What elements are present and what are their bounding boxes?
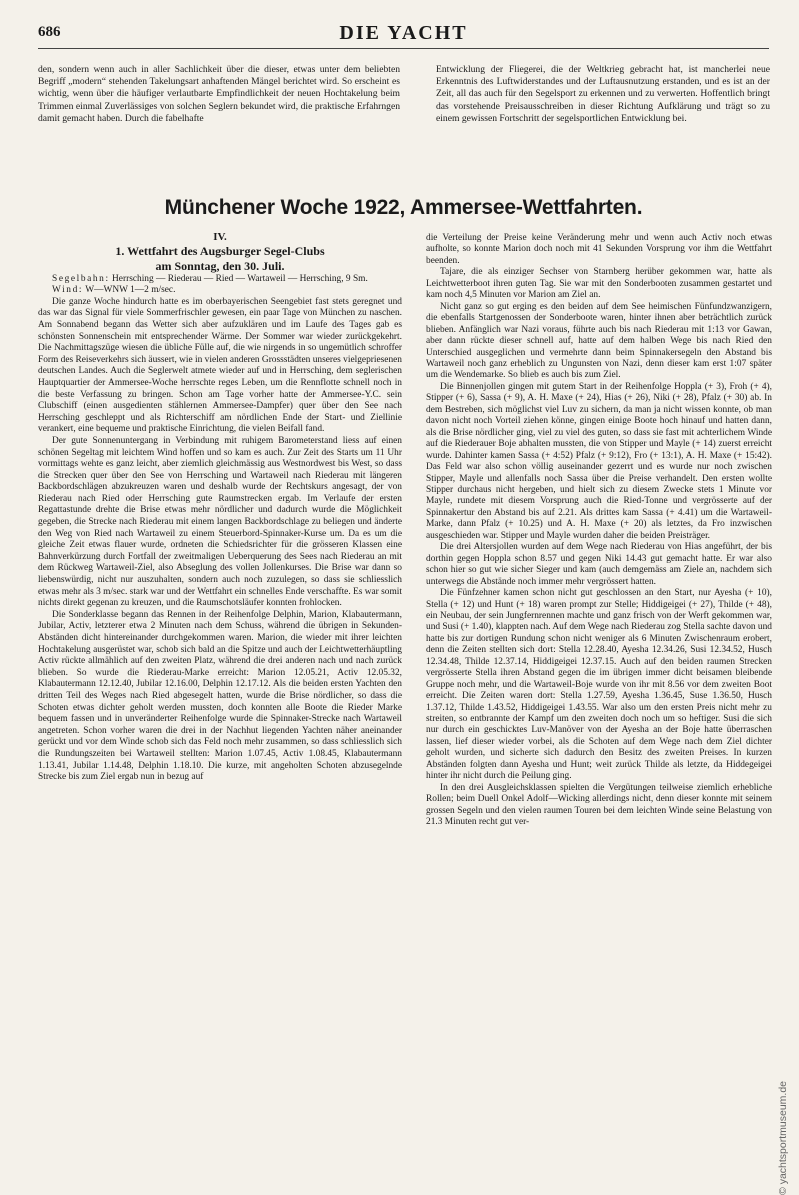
subtitle-line-1: 1. Wettfahrt des Augsburger Segel-Clubs	[115, 243, 325, 258]
article-headline: Münchener Woche 1922, Ammersee-Wettfahrten.	[164, 196, 643, 219]
page-header	[38, 22, 769, 49]
previous-article-right-column	[436, 64, 770, 125]
course-line	[52, 274, 402, 286]
wind-label: Wind:	[52, 285, 84, 296]
section-number: IV.	[213, 231, 227, 243]
subtitle-line-2: am Sonntag, den 30. Juli.	[155, 258, 285, 273]
wind-text: W—WNW 1—2 m/sec.	[85, 285, 176, 296]
article-paragraph: Die Sonderklasse begann das Rennen in der Reihenfolge Delphin, Marion, Klabautermann, Jubilar, Activ, letzterer etwa 2 Minuten nach dem Schuss, während die übrigen in Sekunden-Abständen dicht hintereinander durchgekommen waren. Marion, die wieder mit ihrer leichten Hochtakelung ausgerüstet war, schob sich bald an die Spitze und auch der Leichtwetterhäuptling Activ rückte allmählich auf den zweiten Platz, während die drei anderen nach und nach zurück blieben. So wurde die Riederau-Marke erreicht: Marion 12.05.21, Activ 12.05.32, Klabautermann 12.12.40, Jubilar 12.16.00, Delphin 12.17.12. Als die beiden ersten Yachten den dritten Teil des Weges nach Ried abgesegelt hatten, wurde die Brise nördlicher, so dass die Schoten etwas dichter geholt werden mussten, doch konnten alle Boote die Rieder Marke bequem fassen und in unveränderter Reihenfolge wurde die Spinnaker-Strecke nach Wartaweil angetreten. Schon vorher waren die drei in der Nachhut liegenden Yachten näher aneinander gerückt und vor dem Winde schob sich das Feld noch mehr zusammen, so dass schliesslich sich die Rundungszeiten bei Wartaweil stellten: Marion 1.07.45, Activ 1.08.45, Klabautermann 1.13.41, Jubilar 1.14.48, Delphin 1.18.10. Die kurze, mit angeholten Schoten abzusegelnde Strecke bis zum Ziel ergab nun in bezug auf	[38, 609, 402, 783]
page-number: 686	[38, 24, 61, 40]
article-paragraph: Die Binnenjollen gingen mit gutem Start in der Reihenfolge Hoppla (+ 3), Froh (+ 4), Stipper (+ 6), Sassa (+ 9), A. H. Maxe (+ 24), Hias (+ 26), Niki (+ 28), Pfalz (+ 30) ab. In dem Bestreben, sich möglichst viel Luv zu sichern, da man ja nicht wissen konnte, ob man davon nicht noch Vorteil ziehen könne, gingen einige Boote hoch hinauf und hatten dann, als die Brise nördlicher ging, viel zu viel des guten, so dass sie fast mit achterlichem Winde auf die Riederauer Boje abhalten mussten, die von Stipper und Mayle (+ 14) zuerst erreicht wurde. Dahinter kamen Sassa (+ 4:52) Pfalz (+ 9:12), Fro (+ 13:1), A. H. Maxe (+ 15:42). Das Feld war also schon völlig auseinander gezerrt und es wurde nur noch zwischen Stipper, Mayle und allenfalls noch Sassa über die Preise verhandelt. Den ersten wollte Stipper durchaus nicht hergeben, und hielt sich zu diesem Zwecke stets 1 Minute vor Mayle, rundete mit diesem Vorsprung auch die Ried-Tonne und vergrösserte auf der Spinnakertur den Abstand bis auf 2.21. Als drittes kam Sassa (+ 4.41) um die Wartaweil-Marke, dann Pfalz (+ 10.25) und A. H. Maxe (+ 20) als letztes, da Fro inzwischen ausgeschieden war. Stipper und Mayle wurden daher die beiden Preisträger.	[426, 381, 772, 541]
previous-article-left-column	[38, 64, 400, 125]
watermark-text: © yachtsportmuseum.de	[777, 1081, 789, 1195]
watermark	[775, 801, 789, 1195]
article-paragraph: Tajare, die als einziger Sechser von Starnberg herüber gekommen war, hatte als Leichtwetterboot ihren guten Tag. Sie war mit den Sonderbooten zusammen gestartet und kam noch 4,5 Minuten vor Marion am Ziel an.	[426, 267, 772, 301]
article-paragraph: Die drei Altersjollen wurden auf dem Wege nach Riederau von Hias angeführt, der bis dorthin gegen Hoppla schon 8.57 und gegen Niki 14.43 gut gemacht hatte. Er war also schon hier so gut wie sicher Sieger und kam (auch demgemäss am Ziele an, nachdem sich unterwegs die Abstände noch immer mehr vergrössert hatten.	[426, 542, 772, 587]
article-paragraph: Der gute Sonnenuntergang in Verbindung mit ruhigem Barometerstand liess auf einen schönen Segeltag mit leichtem Wind hoffen und so kam es auch. Zur Zeit des Starts um 11 Uhr vormittags wehte es ganz leicht, aber ziemlich gleichmässig aus Westnordwest bis West, so dass die Strecken quer über den See von Herrsching und Wartaweil nach Riederau mit längeren Backbordschlägen abzukreuzen waren und deshalb wurde der Rechtskurs angesagt, der von Riederau nach Ried oder Herrsching gute Raumstrecken ergab. Im Verlaufe der ersten Regattastunde drehte die Brise etwas mehr nördlicher und dadurch wurde die Möglichkeit gegeben, die Strecke nach Riederau mit einem langen Backbordschlage zu beliegen und änderte den Weg von Ried nach Wartaweil zu einem Steuerbord-Spinnaker-Kurse um. Da es um die gleiche Zeit etwas flauer wurde, ordneten die Schiedsrichter für die grösseren Klassen eine Bahnverkürzung durch Fortfall der zweitmaligen Ueberquerung des Sees nach Riederau an mit dem Rückweg Wartaweil-Ziel, also Abseglung des vollen Jollenkurses. Die Brise war dann so liebenswürdig, nicht nur auszuhalten, sondern auch noch zuzulegen, so dass sie schliesslich etwas mehr als 3 m/sec. stark war und der Wettfahrt ein schnelles Ende verschaffte. Es war somit nichts direkt gegenan zu kreuzen, und die Raumschotsläufer konnten frohlocken.	[38, 435, 402, 609]
article-right-column	[426, 233, 772, 829]
course-text: Herrsching — Riederau — Ried — Wartaweil — Herrsching, 9 Sm.	[112, 273, 368, 284]
wind-line	[52, 285, 402, 297]
previous-article-text-left: den, sondern wenn auch in aller Sachlichkeit über die dieser, etwas unter dem beliebten Begriff „modern“ stehenden Takelungsart anhaftenden Mängel berichtet wird. So erscheint es wichtig, wenn über die häufiger verlautbarte Empfindlichkeit der neuen Hochtakelung beim Trimmen einmal Zuverlässiges von solchen Seglern bekundet wird, die praktische Erfahrngen damit gemacht haben. Durch die fabelhafte	[38, 64, 400, 124]
previous-article-text-right: Entwicklung der Fliegerei, die der Weltkrieg gebracht hat, ist mancherlei neue Erkenntnis des Luftwiderstandes und der Luftausnutzung erstanden, und es ist an der Zeit, all das auch für den Segelsport zu erkennen und zu verwerten. Hoffentlich bringt das vorstehende Preisausschreiben in dieser Richtung Aufklärung und trägt so zu einem gewissen Fortschritt der segelsportlichen Entwicklung bei.	[436, 64, 770, 124]
article-paragraph: die Verteilung der Preise keine Veränderung mehr und wenn auch Activ noch etwas aufholte, so konnte Marion doch noch mit 41 Sekunden Vorsprung vor ihm die Wettfahrt beenden.	[426, 233, 772, 266]
course-label: Segelbahn:	[52, 273, 110, 284]
article-subtitle	[38, 244, 402, 274]
article-paragraph: Die Fünfzehner kamen schon nicht gut geschlossen an den Start, nur Ayesha (+ 10), Stella (+ 12) und Hunt (+ 18) waren prompt zur Stelle; Hiddigeigei (+ 27), Thilde (+ 48), ein Neubau, der sein Jungfernrennen machte und ganz frisch von der Werft gekommen war, und Susi (+ 1.40), klappten nach. Auf dem Wege nach Riederau zog Stella sachte davon und hatte bis zur dortigen Rundung schon nicht weniger als 6 Minuten Zwischenraum erobert, denn die Zeiten stellten sich dort: Stella 12.28.40, Ayesha 12.34.26, Susi 12.34.52, Husch 12.34.48, Thilde 12.37.14, Hiddigeigei 12.37.15. Auch auf den beiden raumen Strecken vergrösserte Stella ihren Abstand gegen die im übrigen immer dicht beisamen bleibende Gruppe noch mehr, und die Wartaweil-Boje wurde von ihr mit 8.56 vor dem zweiten Boot erreicht. Die Zeiten waren dort: Stella 1.27.59, Ayesha 1.36.45, Suse 1.36.50, Husch 1.37.12, Thilde 1.43.52, Hiddigeigei 1.43.55. War also um den ersten Preis nicht mehr zu streiten, so entbrannte der Kampf um den zweiten doch noch um so heftiger. Susi die sich nur durch ein geschicktes Luv-Manöver von der Ayesha an der Boje hatte überraschen lassen, lief dieser wieder vorbei, als die Schoten auf dem Wege nach dem Ziel dichter geholt wurden, und sicherte sich dadurch den Besitz des zweiten Preises. In kurzen Abständen folgten dann Ayesha und Hunt; weit zurück Thilde als letzte, da Hiddegeigei hinter ihr nicht durch die Peilung ging.	[426, 588, 772, 782]
article-left-column	[38, 232, 402, 784]
article-paragraph: In den drei Ausgleichsklassen spielten die Vergütungen teilweise ziemlich erhebliche Rollen; beim Duell Onkel Adolf—Wicking allerdings nicht, denn dieser konnte mit seinem grossen Segeln und den vielen raumen Touren bei dem leichten Winde seine Belastung von 21.3 Minuten recht gut ver-	[426, 782, 772, 828]
article-paragraph: Die ganze Woche hindurch hatte es im oberbayerischen Seengebiet fast stets geregnet und das war das Signal für viele Sommerfrischler gewesen, ein paar Tage von München zu naschen. Am Sonnabend begann das Wetter sich aber aufzuklären und im Laufe des Tages gab es schönsten Sonnenschein mit entsprechender Wärme. Der Sommer war wieder zurückgekehrt. Die Nachmittagszüge wiesen die übliche Fülle auf, die wie nirgends in so ungemütlich schroffer Form des Reiseverkehrs sich äussert, wie in vielen anderen Grossstädten unseres vielgepriesenen deutschen Landes. Auch die Seglerwelt atmete wieder auf und in Herrsching, dem seglerischen Hauptquartier der Ammersee-Woche herrschte reges Leben, um die Rennflotte schnell noch in die beste Verfassung zu bringen. Schon am Tage vorher hatte der Ammersee-Y.C. sein Clubschiff (einen ausgedienten stählernen Ammersee-Dampfer) quer über den See nach Herrsching geschleppt und als Richterschiff am nördlichen Ende der Start- und Ziellinie verankert, eine bequeme und praktische Einrichtung, die vielen Beifall fand.	[38, 296, 402, 435]
article-paragraph: Nicht ganz so gut erging es den beiden auf dem See heimischen Fünfundzwanzigern, die ebenfalls Startgenossen der Sonderboote waren, hinter ihnen aber beträchtlich zurück blieben. Anfänglich war Nazi voraus, führte auch bis nach Riederau mit 1:13 vor Gawan, aber dann rückte dieser schnell auf, hatte auf dem halben Wege bis nach Ried den Unterschied ausgeglichen und vermehrte dann beim Spinnakersegeln den Abstand bis Wartaweil noch ganz erheblich zu Ungunsten von Nazi, denn dieser kam erst 1:07 später um die Wendemarke. So blieb es auch bis zum Ziel.	[426, 301, 772, 381]
magazine-title: DIE YACHT	[339, 22, 468, 44]
